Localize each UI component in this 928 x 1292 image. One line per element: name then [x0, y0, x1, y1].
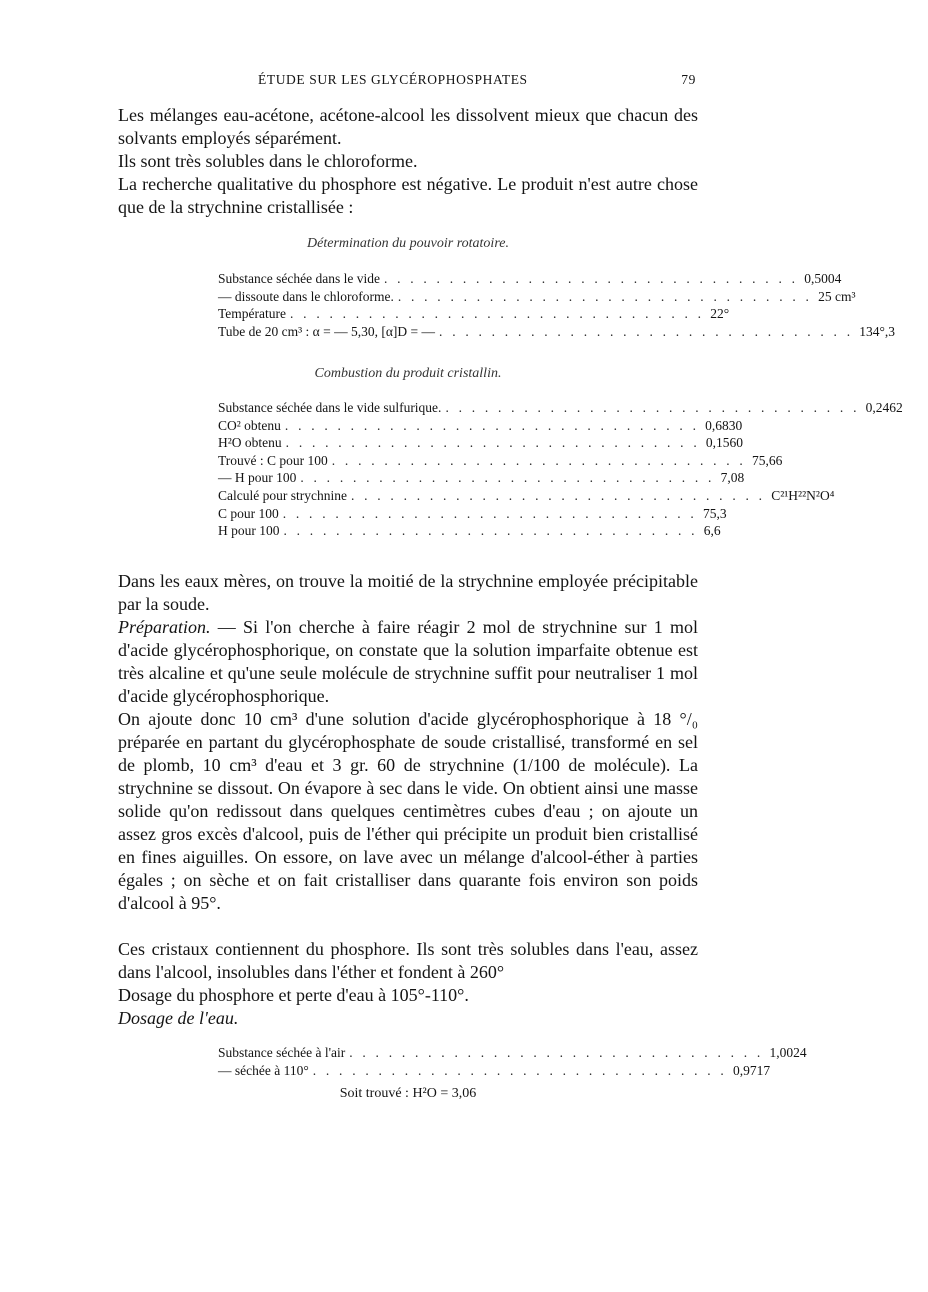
row-label: Calculé pour strychnine — [218, 487, 347, 503]
page-number: 79 — [681, 72, 696, 87]
row-value: 0,2462 — [865, 400, 903, 415]
table-row — [218, 1062, 771, 1080]
table-row — [218, 323, 896, 341]
leader-dots: . . . . . . . . . . . . . . . . . . . . . . . . . . . . . . . . — [331, 452, 746, 468]
row-label: Trouvé : C pour 100 — [218, 452, 328, 468]
running-header — [118, 72, 696, 96]
preparation-text: — Si l'on cherche à faire réagir 2 mol de strychnine sur 1 mol d'acide glycérophosphorique, on constate que la solution imparfaite obtenue est très alcaline et qu'une seule molécule de strychnine suffit pour neutraliser 1 mol d'acide glycérophosphorique. — [118, 617, 698, 706]
row-label: Tube de 20 cm³ : α = — 5,30, [α]D = — — [218, 323, 436, 339]
row-value: 0,1560 — [705, 435, 744, 451]
row-label: Substance séchée dans le vide — [218, 271, 380, 286]
intro-paragraph-2: Ils sont très solubles dans le chloroforme. — [118, 151, 418, 171]
body-paragraph-1: Dans les eaux mères, on trouve la moitié de la strychnine employée précipitable par la soude. — [118, 571, 698, 614]
combustion-caption: Combustion du produit cristallin. — [314, 366, 502, 381]
table-row — [218, 417, 743, 435]
rotation-table — [218, 270, 896, 340]
leader-dots: . . . . . . . . . . . . . . . . . . . . . . . . . . . . . . . . — [350, 487, 766, 503]
table-row — [218, 505, 727, 523]
row-value: 1,0024 — [769, 1045, 807, 1060]
leader-dots: . . . . . . . . . . . . . . . . . . . . . . . . . . . . . . . . — [349, 1045, 764, 1060]
leader-dots: . . . . . . . . . . . . . . . . . . . . . . . . . . . . . . . . — [397, 288, 813, 304]
row-label: CO² obtenu — [218, 417, 281, 433]
body-paragraph-4: Ces cristaux contiennent du phosphore. Ils sont très solubles dans l'eau, assez dans l'alcool, insolubles dans l'éther et fondent à 260° — [118, 939, 698, 982]
row-value: 7,08 — [720, 470, 745, 486]
row-label: C pour 100 — [218, 505, 279, 521]
row-value: 25 cm³ — [818, 288, 856, 304]
intro-paragraph-3: La recherche qualitative du phosphore est négative. Le produit n'est autre chose que de la strychnine cristallisée : — [118, 174, 698, 217]
leader-dots: . . . . . . . . . . . . . . . . . . . . . . . . . . . . . . . . — [284, 417, 700, 433]
row-label: Température — [218, 306, 287, 322]
leader-dots: . . . . . . . . . . . . . . . . . . . . . . . . . . . . . . . . — [300, 470, 715, 486]
table-row — [218, 399, 903, 417]
table-row — [218, 434, 744, 452]
leader-dots: . . . . . . . . . . . . . . . . . . . . . . . . . . . . . . . . — [283, 523, 698, 539]
leader-dots: . . . . . . . . . . . . . . . . . . . . . . . . . . . . . . . . — [439, 323, 854, 339]
row-label: Substance séchée dans le vide sulfurique. — [218, 400, 442, 415]
table-row — [218, 487, 835, 505]
row-value: 0,6830 — [705, 417, 743, 433]
table-row — [218, 1044, 807, 1062]
row-value: 22° — [710, 306, 730, 322]
row-value: 134°,3 — [859, 323, 896, 339]
row-label: — H pour 100 — [218, 470, 297, 486]
leader-dots: . . . . . . . . . . . . . . . . . . . . . . . . . . . . . . . . — [445, 400, 860, 415]
table-row — [218, 270, 842, 288]
row-value: 0,5004 — [804, 271, 842, 286]
table-row — [218, 522, 721, 540]
preparation-title: Préparation. — [118, 617, 211, 637]
row-label: H pour 100 — [218, 523, 280, 539]
table-row — [218, 288, 856, 306]
table-row — [218, 452, 783, 470]
row-value: 75,3 — [702, 505, 727, 521]
row-value: 0,9717 — [732, 1062, 771, 1078]
water-dosage-title: Dosage de l'eau. — [118, 1008, 239, 1028]
leader-dots: . . . . . . . . . . . . . . . . . . . . . . . . . . . . . . . . — [282, 505, 697, 521]
body-paragraph-3: On ajoute donc 10 cm³ d'une solution d'acide glycérophosphorique à 18 °/₀ préparée en partant du glycérophosphate de soude cristallisé, transformé en sel de plomb, 10 cm³ d'eau et 3 gr. 60 de strychnine (1/100 de molécule). La strychnine se dissout. On évapore à sec dans le vide. On obtient ainsi une masse solide qu'on redissout dans quelques centimètres cubes d'eau ; on ajoute un assez gros excès d'alcool, puis de l'éther qui précipite un produit bien cristallisé en fines aiguilles. On essore, on lave avec un mélange d'alcool-éther à parties égales ; on sèche et on fait cristalliser dans quarante fois environ son poids d'alcool à 95°. — [118, 709, 698, 913]
table-row — [218, 305, 730, 323]
running-title: ÉTUDE SUR LES GLYCÉROPHOSPHATES — [258, 72, 528, 87]
leader-dots: . . . . . . . . . . . . . . . . . . . . . . . . . . . . . . . . — [285, 435, 700, 451]
row-value: 6,6 — [703, 523, 721, 539]
leader-dots: . . . . . . . . . . . . . . . . . . . . . . . . . . . . . . . . — [312, 1062, 727, 1078]
body-paragraph-5: Dosage du phosphore et perte d'eau à 105°-110°. — [118, 985, 469, 1005]
row-label: — séchée à 110° — [218, 1062, 309, 1078]
water-table — [218, 1044, 807, 1079]
leader-dots: . . . . . . . . . . . . . . . . . . . . . . . . . . . . . . . . — [383, 271, 799, 286]
row-value: 75,66 — [752, 452, 783, 468]
row-label: Substance séchée à l'air — [218, 1045, 346, 1060]
row-label: — dissoute dans le chloroforme. — [218, 288, 394, 304]
rotation-caption: Détermination du pouvoir rotatoire. — [307, 236, 509, 251]
row-label: H²O obtenu — [218, 435, 282, 451]
preparation-paragraph — [118, 616, 698, 708]
combustion-table — [218, 399, 903, 540]
row-value: C²¹H²²N²O⁴ — [771, 487, 835, 503]
table-row — [218, 469, 745, 487]
intro-paragraph-1: Les mélanges eau-acétone, acétone-alcool les dissolvent mieux que chacun des solvants employés séparément. — [118, 105, 698, 148]
leader-dots: . . . . . . . . . . . . . . . . . . . . . . . . . . . . . . . . — [290, 306, 705, 322]
water-result: Soit trouvé : H²O = 3,06 — [339, 1086, 477, 1101]
